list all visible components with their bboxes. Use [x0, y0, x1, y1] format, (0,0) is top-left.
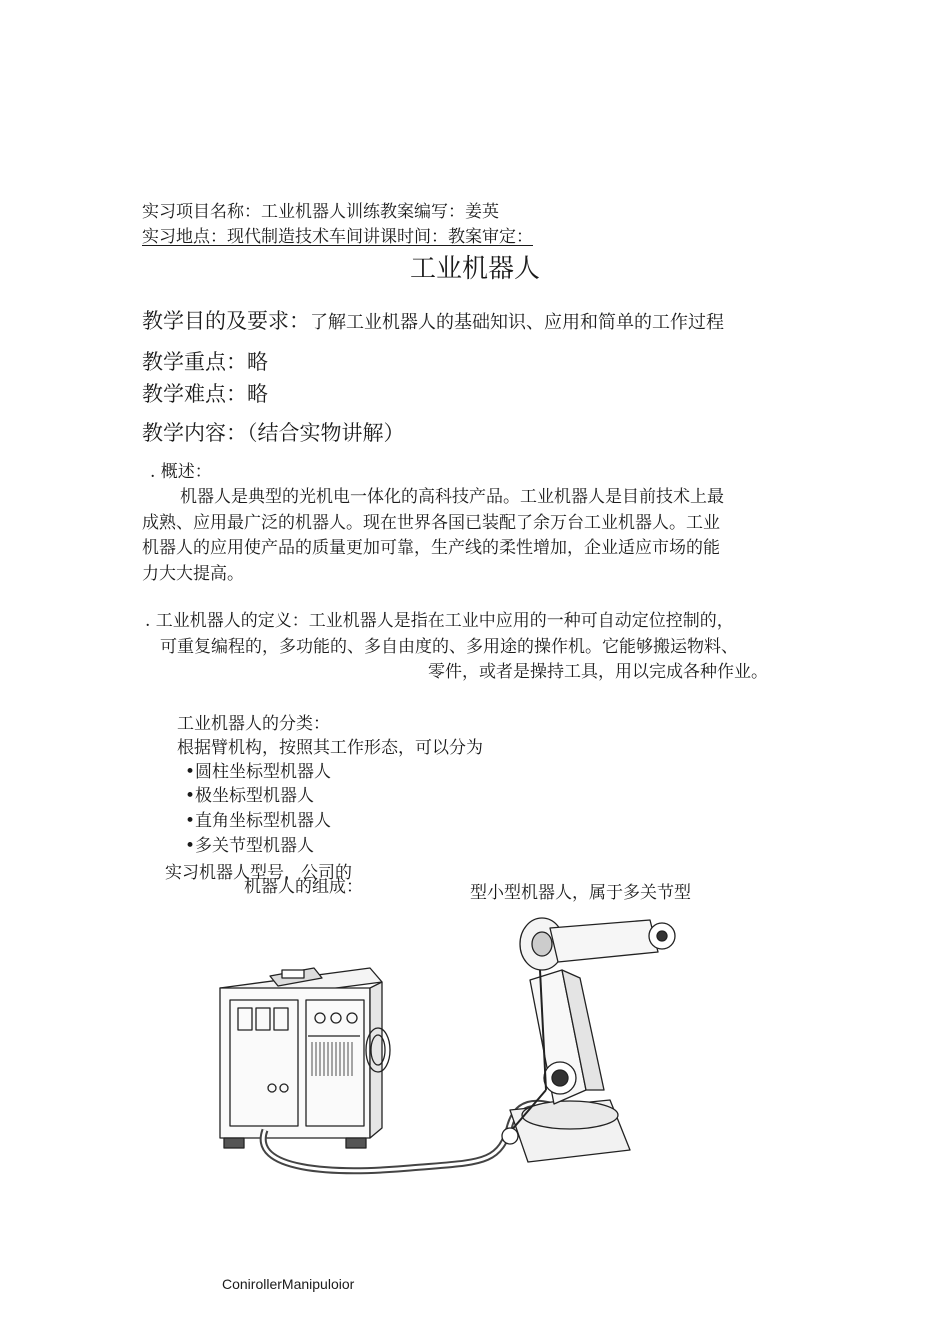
overview-line-4: 力大大提高。	[142, 564, 244, 584]
controller-cabinet	[220, 968, 390, 1148]
definition-line-2: 可重复编程的，多功能的、多自由度的、多用途的操作机。它能够搬运物料、	[160, 637, 738, 657]
classification-heading: 工业机器人的分类：	[177, 714, 330, 734]
overview-line-1: 机器人是典型的光机电一体化的高科技产品。工业机器人是目前技术上最	[180, 487, 724, 507]
content-label: 教学内容：（结合实物讲解）	[142, 421, 405, 445]
classification-item: •圆柱坐标型机器人	[185, 762, 332, 782]
overview-line-3: 机器人的应用使产品的质量更加可靠，生产线的柔性增加，企业适应市场的能	[142, 538, 720, 558]
model-line-clipped: 实习机器人型号，公司的	[165, 863, 352, 883]
classification-item: •直角坐标型机器人	[185, 811, 332, 831]
robot-system-illustration	[210, 900, 680, 1190]
figure-caption: ConirollerManipuloior	[222, 1276, 355, 1292]
objective-label: 教学目的及要求：	[142, 309, 310, 333]
page-title: 工业机器人	[409, 254, 540, 284]
model-line-clipped-2: 型小型机器人，属于多关节型	[470, 883, 691, 903]
difficulties: 教学难点：略	[142, 382, 268, 406]
classification-item: •极坐标型机器人	[185, 786, 315, 806]
classification-intro: 根据臂机构，按照其工作形态，可以分为	[177, 738, 483, 758]
objective-text: 了解工业机器人的基础知识、应用和简单的工作过程	[310, 312, 724, 333]
objective	[142, 305, 724, 335]
definition-line-1: . 工业机器人的定义：工业机器人是指在工业中应用的一种可自动定位控制的，	[145, 611, 734, 631]
header-line-2: 实习地点：现代制造技术车间讲课时间：教案审定：	[142, 227, 533, 247]
overview-line-2: 成熟、应用最广泛的机器人。现在世界各国已装配了余万台工业机器人。工业	[142, 513, 720, 533]
overview-heading: . 概述：	[150, 462, 212, 482]
header-line-1: 实习项目名称：工业机器人训练教案编写：姜英	[142, 202, 499, 222]
composition-heading: 机器人的组成：	[244, 877, 363, 897]
key-points: 教学重点：略	[142, 350, 268, 374]
classification-item: •多关节型机器人	[185, 836, 315, 856]
manipulator	[502, 918, 675, 1162]
definition-line-3: 零件，或者是操持工具，用以完成各种作业。	[428, 662, 768, 682]
